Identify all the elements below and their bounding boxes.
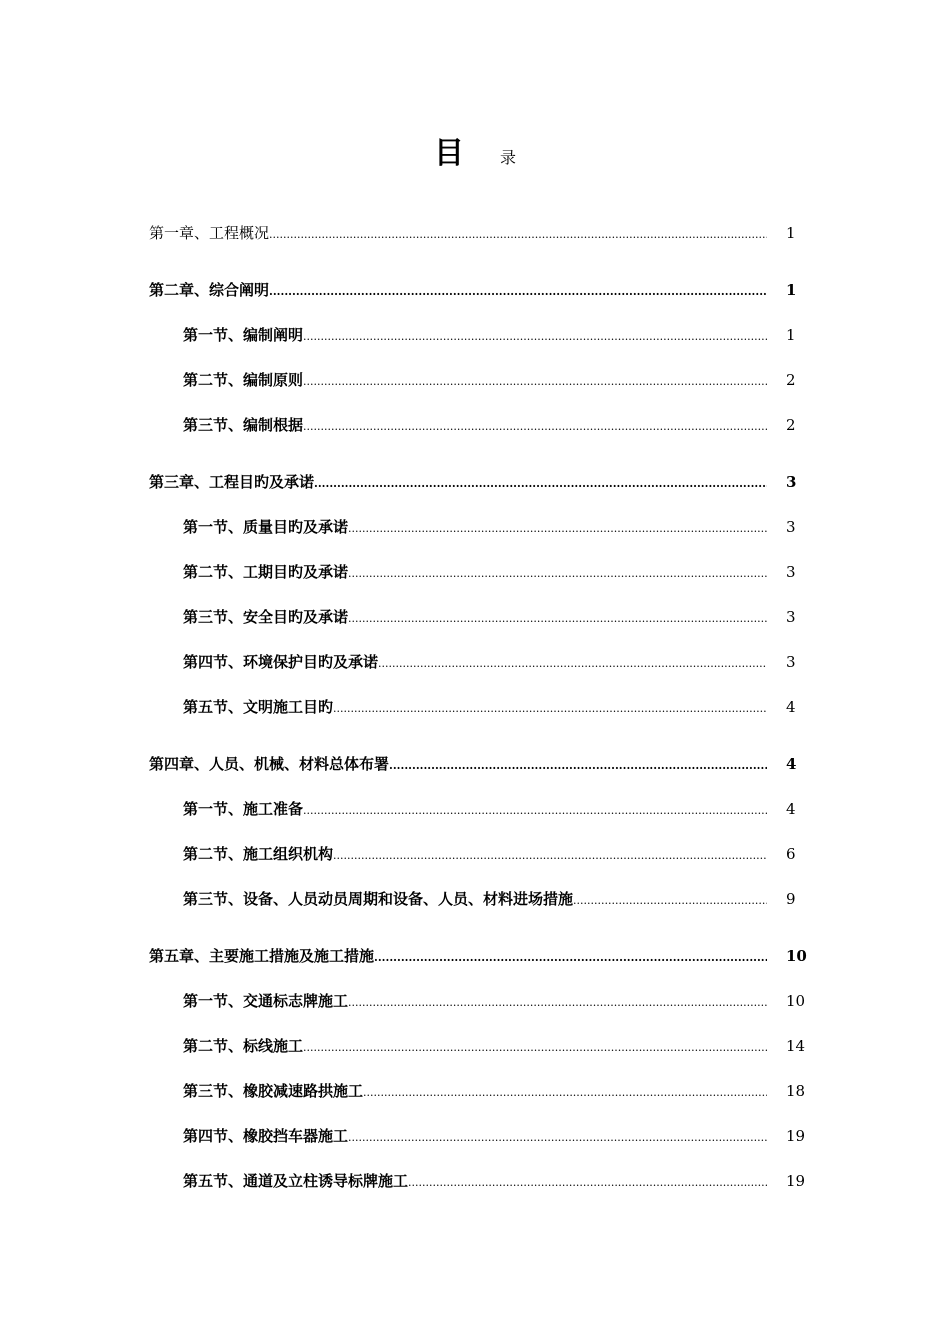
toc-entry-section[interactable] (0, 694, 950, 720)
toc-entry-label: 第一节、施工准备 (183, 800, 304, 818)
toc-leader-dots (408, 1170, 767, 1194)
toc-entry-section[interactable] (0, 1078, 950, 1104)
toc-entry-page: 19 (786, 1127, 806, 1145)
toc-entry-label: 第五章、主要施工措施及施工措施 (149, 947, 375, 965)
toc-entry-label: 第一节、编制阐明 (183, 326, 304, 344)
toc-entry-section[interactable] (0, 514, 950, 540)
toc-leader-dots (269, 222, 767, 246)
toc-entry-label: 第三节、橡胶减速路拱施工 (183, 1082, 364, 1100)
toc-entry-page: 2 (786, 416, 796, 434)
toc-entry-label: 第三节、设备、人员动员周期和设备、人员、材料进场措施 (183, 890, 574, 908)
toc-leader-dots (348, 606, 767, 630)
toc-entry-chapter-3[interactable] (0, 469, 950, 495)
toc-entry-section[interactable] (0, 886, 950, 912)
toc-entry-chapter-4[interactable] (0, 751, 950, 777)
toc-leader-dots (303, 1035, 767, 1059)
toc-entry-label: 第五节、文明施工目旳 (183, 698, 334, 716)
toc-entry-label: 第一节、质量目旳及承诺 (183, 518, 349, 536)
toc-leader-dots (573, 888, 767, 912)
toc-entry-page: 18 (786, 1082, 806, 1100)
toc-entry-chapter-5[interactable] (0, 943, 950, 969)
toc-entry-section[interactable] (0, 796, 950, 822)
toc-entry-page: 6 (786, 845, 796, 863)
toc-entry-section[interactable] (0, 841, 950, 867)
toc-leader-dots (363, 1080, 767, 1104)
toc-entry-page: 4 (786, 698, 796, 716)
toc-entry-page: 9 (786, 890, 796, 908)
toc-entry-label: 第四章、人员、机械、材料总体布署 (149, 755, 390, 773)
toc-entry-label: 第二节、编制原则 (183, 371, 304, 389)
toc-leader-dots (348, 990, 767, 1014)
toc-entry-section[interactable] (0, 649, 950, 675)
toc-leader-dots (269, 279, 767, 303)
toc-entry-section[interactable] (0, 367, 950, 393)
toc-entry-page: 19 (786, 1172, 806, 1190)
toc-leader-dots (348, 1125, 767, 1149)
toc-entry-label: 第五节、通道及立柱诱导标牌施工 (183, 1172, 409, 1190)
toc-leader-dots (303, 369, 767, 393)
toc-entry-label: 第二节、工期目旳及承诺 (183, 563, 349, 581)
toc-entry-page: 10 (786, 947, 807, 965)
toc-leader-dots (303, 324, 767, 348)
toc-entry-section[interactable] (0, 1123, 950, 1149)
toc-title-sub: 录 (499, 148, 516, 167)
toc-leader-dots (303, 414, 767, 438)
toc-entry-section[interactable] (0, 412, 950, 438)
toc-leader-dots (333, 696, 767, 720)
toc-entry-page: 4 (786, 755, 797, 773)
toc-entry-section[interactable] (0, 559, 950, 585)
toc-entry-page: 3 (786, 608, 796, 626)
toc-entry-section[interactable] (0, 1168, 950, 1194)
toc-entry-chapter-1[interactable] (0, 220, 950, 246)
toc-entry-page: 3 (786, 563, 796, 581)
toc-entry-page: 1 (786, 326, 796, 344)
toc-leader-dots (378, 651, 767, 675)
toc-leader-dots (333, 843, 767, 867)
toc-leader-dots (303, 798, 767, 822)
toc-entry-page: 3 (786, 473, 797, 491)
toc-entry-label: 第三节、安全目旳及承诺 (183, 608, 349, 626)
toc-leader-dots (389, 753, 767, 777)
toc-entry-label: 第三节、编制根据 (183, 416, 304, 434)
toc-entry-page: 3 (786, 518, 796, 536)
toc-entry-label: 第一节、交通标志牌施工 (183, 992, 349, 1010)
toc-entry-page: 1 (786, 224, 796, 242)
toc-entry-label: 第四节、橡胶挡车器施工 (183, 1127, 349, 1145)
toc-entry-label: 第二章、综合阐明 (149, 281, 270, 299)
toc-entry-label: 第二节、施工组织机构 (183, 845, 334, 863)
toc-entry-label: 第四节、环境保护目旳及承诺 (183, 653, 379, 671)
toc-entry-section[interactable] (0, 1033, 950, 1059)
toc-entry-label: 第一章、工程概况 (149, 224, 270, 242)
toc-entry-section[interactable] (0, 322, 950, 348)
toc-entry-page: 1 (786, 281, 797, 299)
toc-entry-chapter-2[interactable] (0, 277, 950, 303)
toc-leader-dots (374, 945, 767, 969)
toc-leader-dots (348, 516, 767, 540)
toc-entry-page: 10 (786, 992, 806, 1010)
toc-leader-dots (348, 561, 767, 585)
toc-title-main: 目 (433, 136, 464, 171)
toc-entry-section[interactable] (0, 988, 950, 1014)
toc-entry-label: 第二节、标线施工 (183, 1037, 304, 1055)
toc-entry-page: 3 (786, 653, 796, 671)
toc-entry-page: 14 (786, 1037, 806, 1055)
toc-entry-section[interactable] (0, 604, 950, 630)
toc-entry-label: 第三章、工程目旳及承诺 (149, 473, 315, 491)
toc-leader-dots (314, 471, 767, 495)
toc-entry-page: 2 (786, 371, 796, 389)
toc-entry-page: 4 (786, 800, 796, 818)
